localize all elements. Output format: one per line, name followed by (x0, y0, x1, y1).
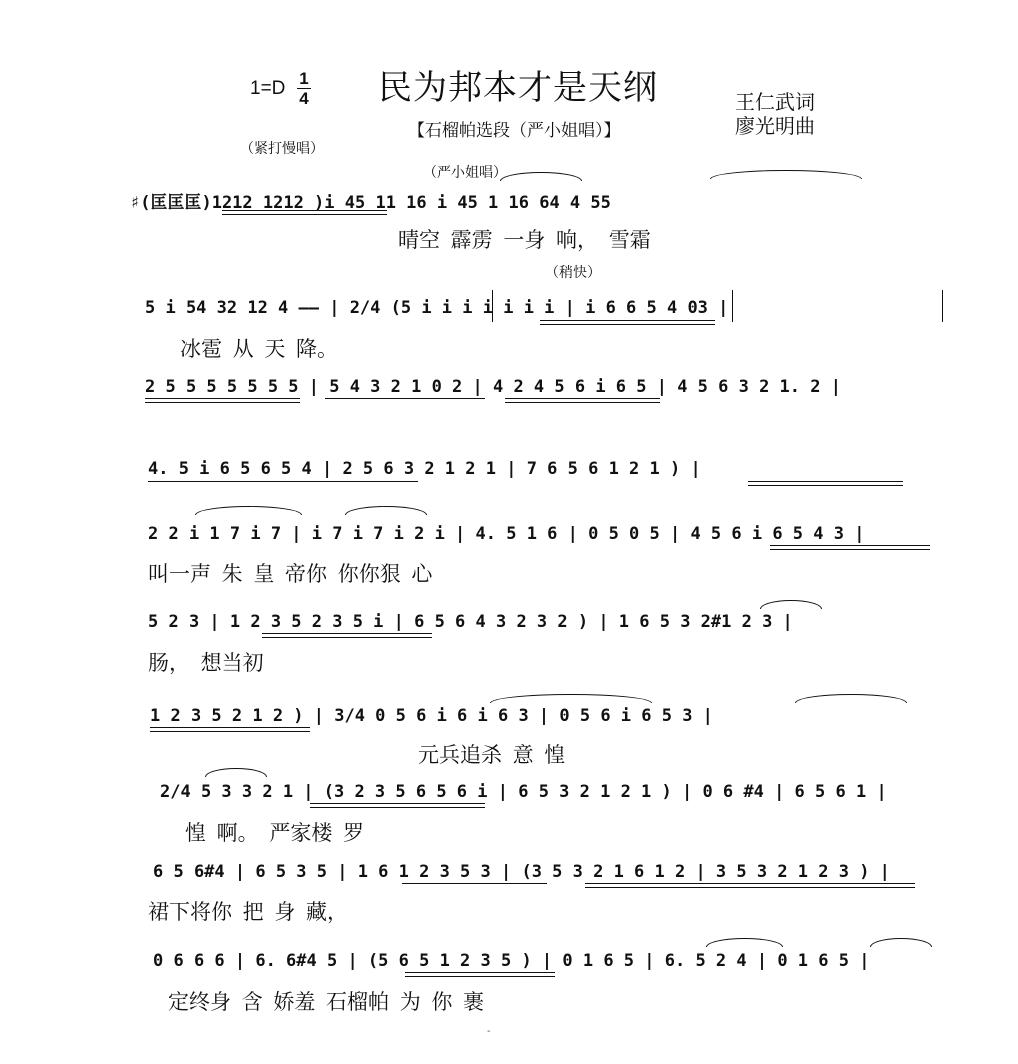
slur-arc (760, 600, 822, 609)
lyric-line-6: 肠， 想当初 (148, 651, 264, 675)
slur-arc (500, 172, 582, 181)
beam-underline (770, 545, 930, 546)
beam-underline (505, 398, 660, 399)
slur-arc (490, 694, 652, 703)
beam-underline (770, 549, 930, 550)
beam-underline (148, 481, 418, 482)
singer-note: （严小姐唱） (423, 165, 507, 181)
notation-line-2: 5 i 54 32 12 4 —— | 2/4 (5 i i i i i i i | i 6 6 5 4 03 | (145, 298, 729, 318)
beam-underline (150, 727, 310, 728)
beam-underline (402, 883, 547, 884)
tempo-change-note: （稍快） (545, 265, 601, 281)
lyric-line-7: 元兵追杀 意 惶 (418, 743, 566, 767)
notation-line-3: 2 5 5 5 5 5 5 5 | 5 4 3 2 1 0 2 | 4 2 4 5 6 i 6 5 | 4 5 6 3 2 1. 2 | (145, 377, 841, 397)
subtitle: 【石榴帕选段（严小姐唱）】 (408, 121, 621, 141)
beam-underline (540, 320, 715, 321)
slur-arc (345, 506, 427, 515)
tempo-note: （紧打慢唱） (240, 141, 324, 157)
notation-line-4: 4. 5 i 6 5 6 5 4 | 2 5 6 3 2 1 2 1 | 7 6 5 6 1 2 1 ) | (148, 459, 701, 479)
beam-underline (310, 803, 485, 804)
lyric-line-8: 惶 啊。 严家楼 罗 (185, 821, 365, 845)
barline (732, 290, 733, 322)
slur-arc (870, 938, 932, 947)
beam-underline (150, 731, 310, 732)
time-signature (297, 70, 311, 107)
beam-underline (505, 402, 660, 403)
lyric-line-1: 晴空 霹雳 一身 响， 雪霜 (398, 228, 651, 252)
notation-line-9: 6 5 6#4 | 6 5 3 5 | 1 6 1 2 3 5 3 | (3 5 3 2 1 6 1 2 | 3 5 3 2 1 2 3 ) | (153, 862, 890, 882)
slur-arc (795, 694, 907, 703)
beam-underline (222, 210, 387, 211)
composer: 廖光明曲 (735, 114, 815, 138)
beam-underline (585, 883, 915, 884)
key-signature: 1=D (250, 78, 286, 99)
barline (492, 290, 493, 322)
time-denominator: 4 (299, 89, 309, 108)
notation-line-8: 2/4 5 3 3 2 1 | (3 2 3 5 6 5 6 i | 6 5 3 2 1 2 1 ) | 0 6 #4 | 6 5 6 1 | (160, 782, 887, 802)
beam-underline (748, 485, 903, 486)
beam-underline (540, 324, 715, 325)
beam-underline (748, 481, 903, 482)
notation-line-1: ♯(匡匡匡)1212 1212 )i 45 11 16 i 45 1 16 64 4 55 (130, 193, 611, 213)
time-numerator: 1 (299, 69, 309, 88)
beam-underline (405, 976, 555, 977)
notation-line-7: 1 2 3 5 2 1 2 ) | 3/4 0 5 6 i 6 i 6 3 | 0 5 6 i 6 5 3 | (150, 706, 713, 726)
beam-underline (145, 398, 300, 399)
slur-arc (710, 170, 862, 179)
beam-underline (310, 807, 485, 808)
barline (942, 290, 943, 322)
slur-arc (205, 768, 267, 777)
beam-underline (262, 633, 432, 634)
beam-underline (405, 972, 555, 973)
slur-arc (706, 938, 783, 947)
beam-underline (262, 637, 432, 638)
lyric-line-10: 定终身 含 娇羞 石榴帕 为 你 裹 (168, 990, 485, 1014)
beam-underline (585, 887, 915, 888)
beam-underline (145, 402, 300, 403)
page-title: 民为邦本才是天纲 (378, 68, 658, 108)
page-footer-mark: - (487, 1026, 491, 1037)
lyricist: 王仁武词 (735, 90, 815, 114)
notation-line-10: 0 6 6 6 | 6. 6#4 5 | (5 6 5 1 2 3 5 ) | 0 1 6 5 | 6. 5 2 4 | 0 1 6 5 | (153, 951, 870, 971)
beam-underline (325, 398, 485, 399)
slur-arc (195, 506, 302, 515)
lyric-line-2: 冰雹 从 天 降。 (180, 337, 339, 361)
beam-underline (222, 214, 387, 215)
lyric-line-9: 裙下将你 把 身 藏， (148, 900, 349, 924)
notation-line-6: 5 2 3 | 1 2 3 5 2 3 5 i | 6 5 6 4 3 2 3 2 ) | 1 6 5 3 2#1 2 3 | (148, 612, 793, 632)
notation-line-5: 2 2 i 1 7 i 7 | i 7 i 7 i 2 i | 4. 5 1 6 | 0 5 0 5 | 4 5 6 i 6 5 4 3 | (148, 524, 865, 544)
lyric-line-5: 叫一声 朱 皇 帝你 你你狠 心 (148, 562, 433, 586)
